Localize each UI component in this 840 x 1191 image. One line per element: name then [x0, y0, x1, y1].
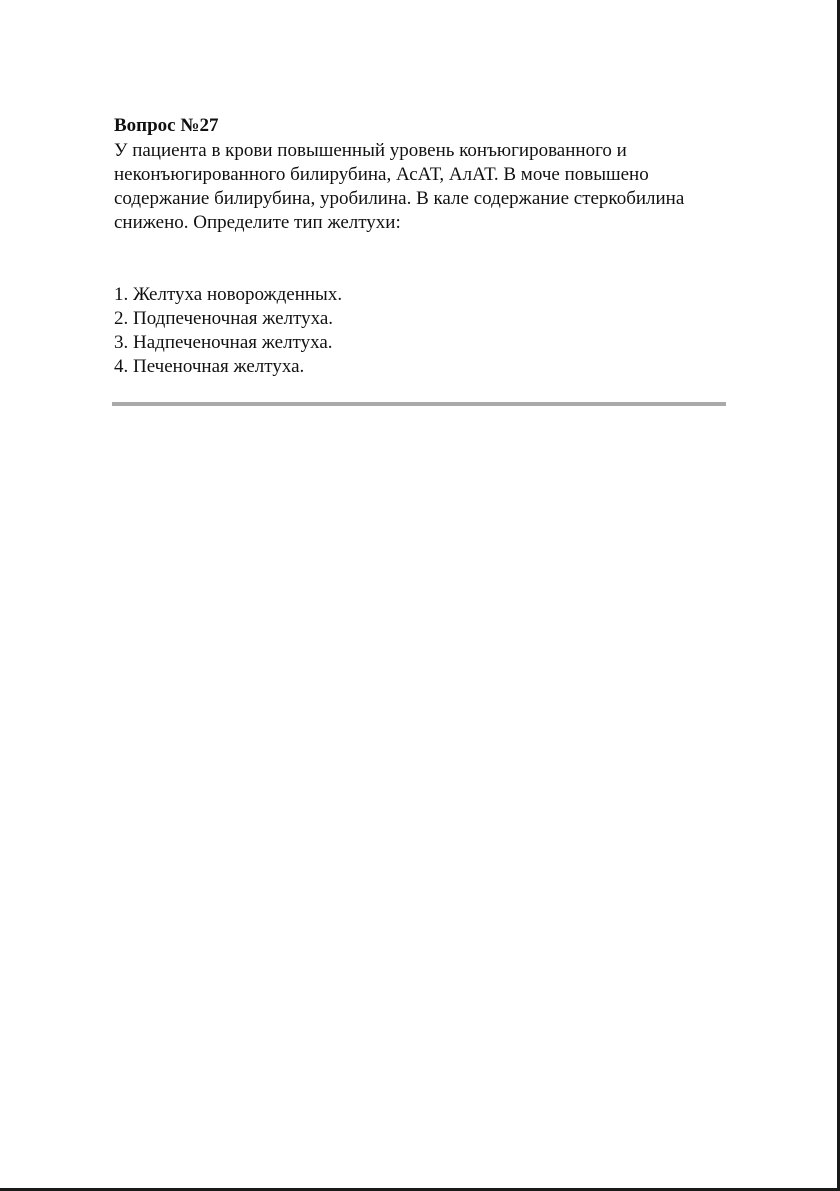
answer-option-3[interactable]: 3. Надпеченочная желтуха. — [114, 332, 333, 353]
answer-option-2[interactable]: 2. Подпеченочная желтуха. — [114, 308, 334, 329]
answer-option-1[interactable]: 1. Желтуха новорожденных. — [114, 284, 343, 305]
question-text: У пациента в крови повышенный уровень конъюгированного и неконъюгированного билирубина, АсАТ, АлАТ. В моче повышено содержание билирубина, уробилина. В кале содержание стеркобилина снижено. Определите тип желтухи: — [114, 140, 685, 233]
horizontal-divider — [112, 402, 726, 406]
answer-options — [114, 283, 734, 379]
question-block — [114, 113, 734, 379]
answer-option-4[interactable]: 4. Печеночная желтуха. — [114, 356, 305, 377]
question-title: Вопрос №27 — [114, 115, 219, 136]
